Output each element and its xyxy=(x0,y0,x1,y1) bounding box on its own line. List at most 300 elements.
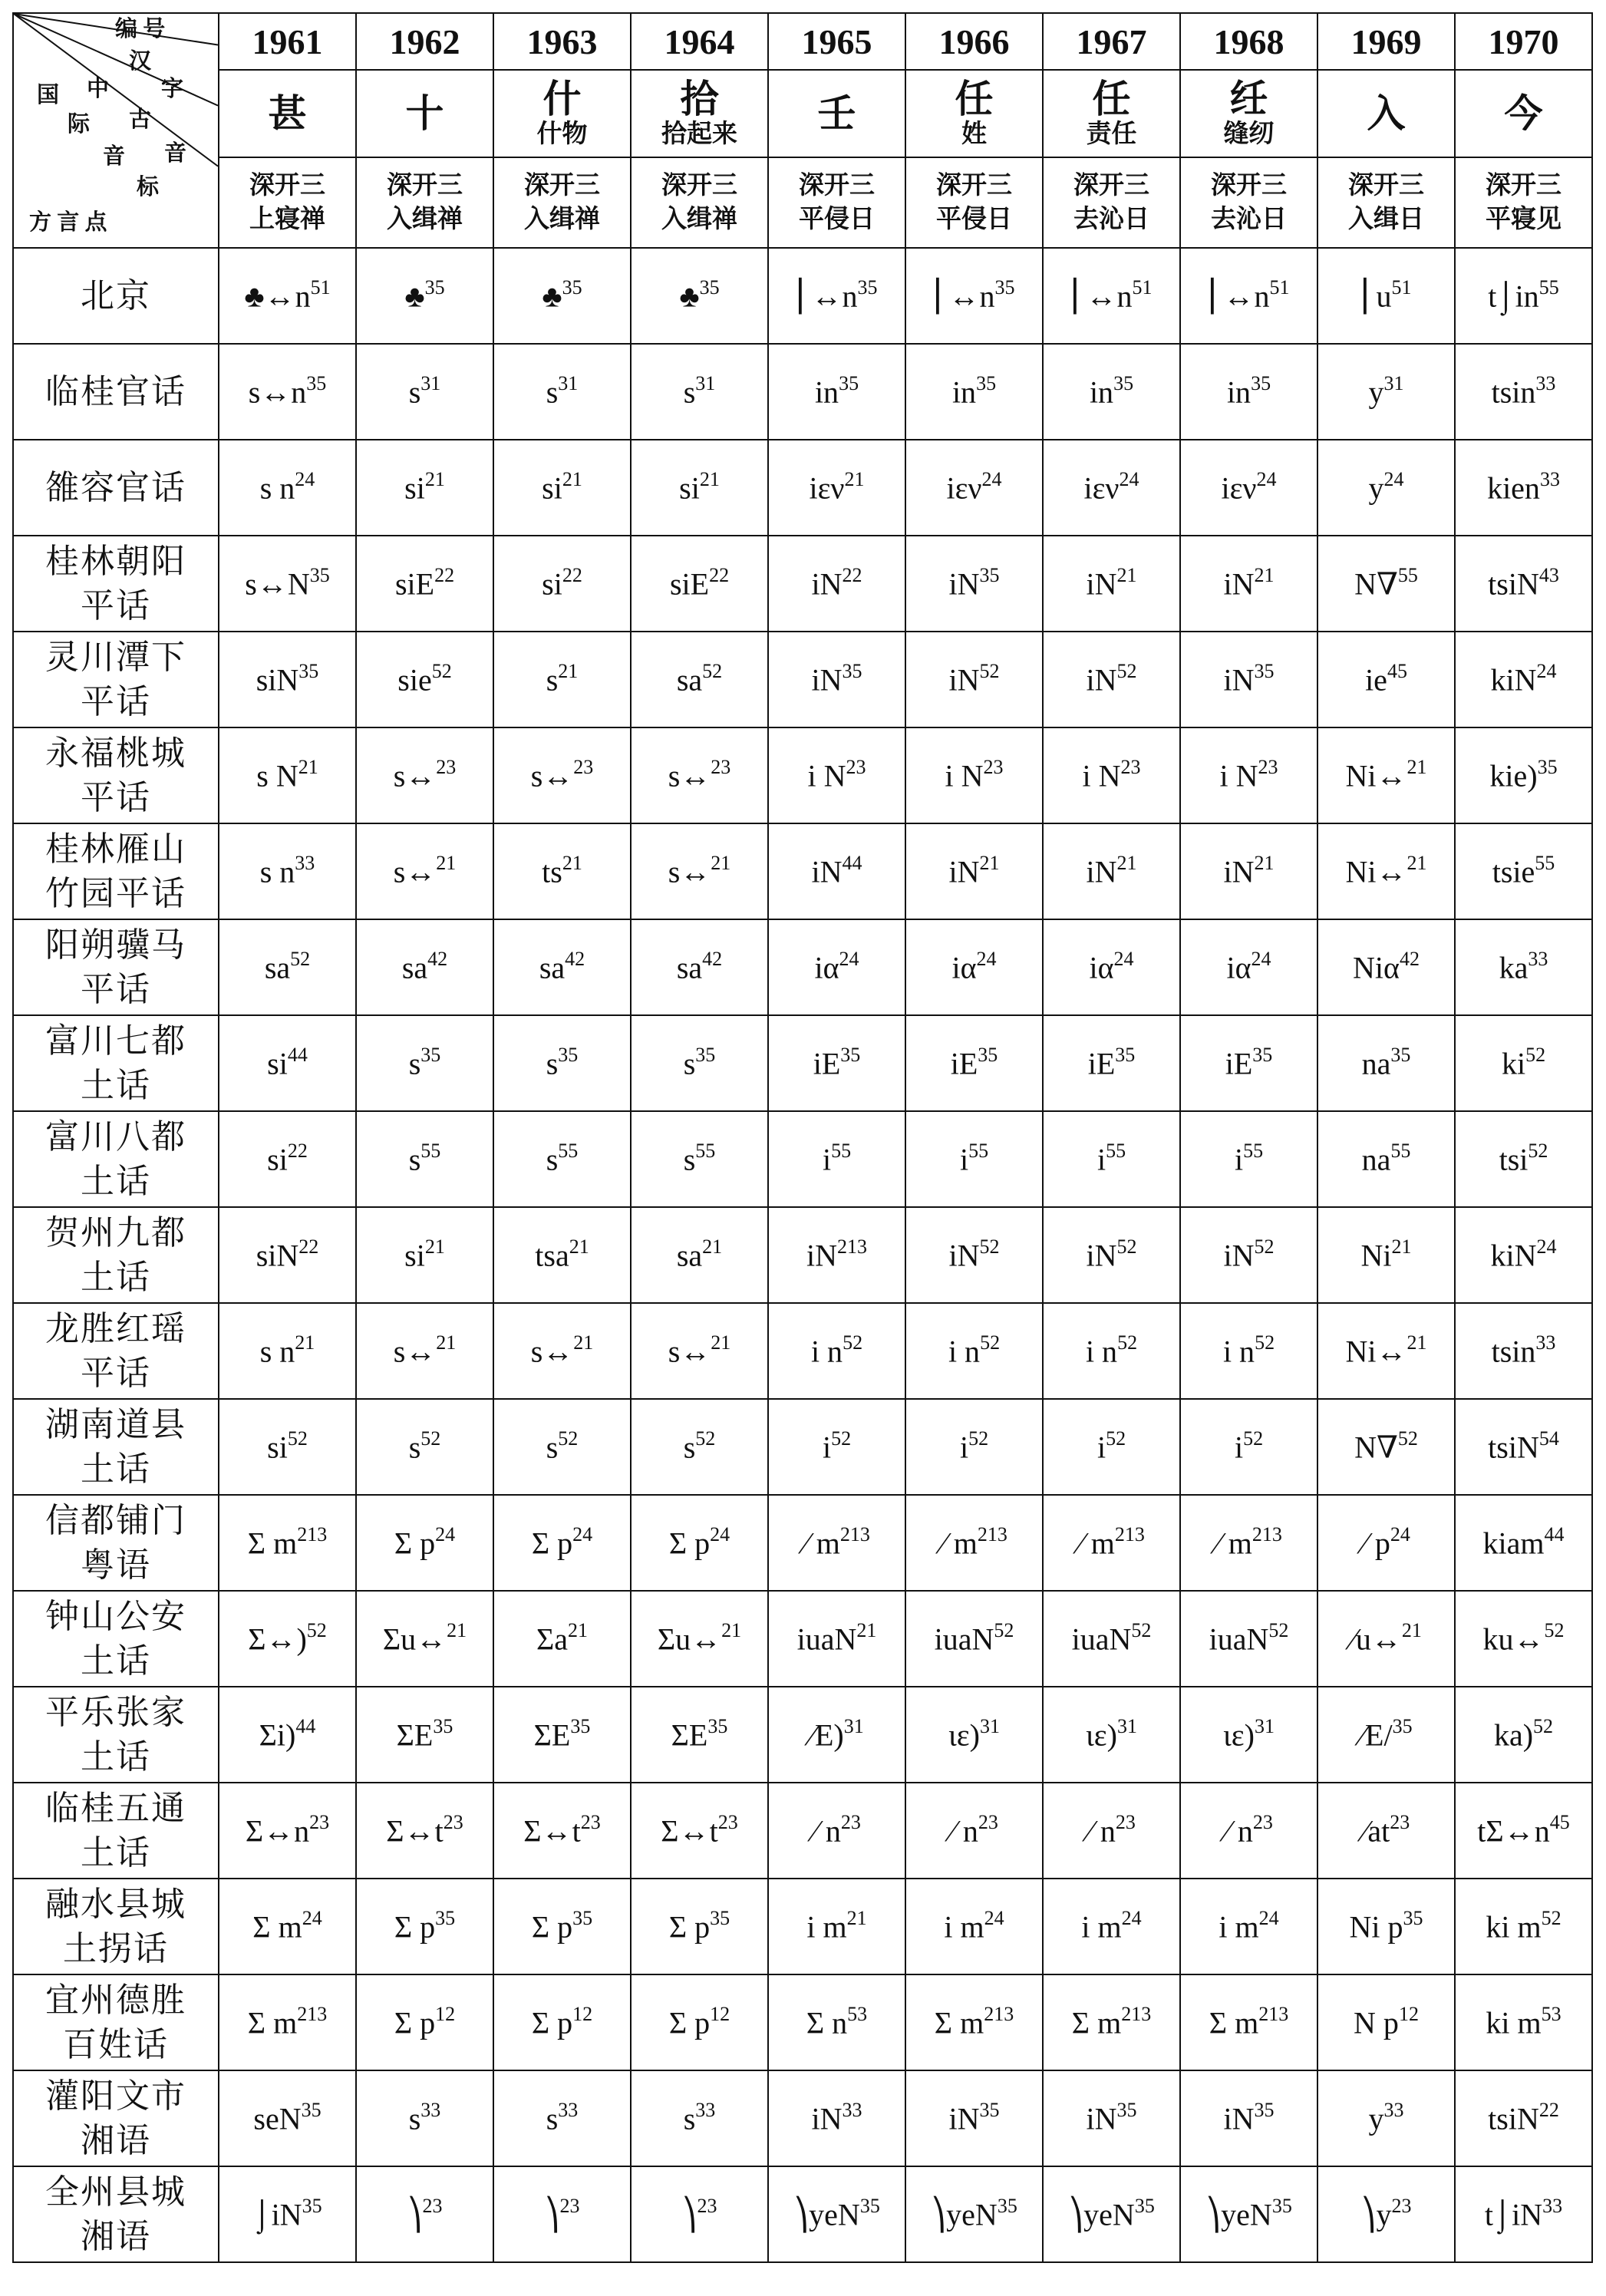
tone-value: 23 xyxy=(697,2194,717,2217)
ipa-syllable: s↔ xyxy=(668,1334,711,1369)
tone-value: 35 xyxy=(420,1043,441,1066)
pronunciation-cell xyxy=(219,632,356,727)
pronunciation-cell xyxy=(219,1399,356,1495)
tone-value: 23 xyxy=(580,1810,601,1833)
ipa-syllable: Σ p xyxy=(668,1909,711,1945)
tone-value: 24 xyxy=(1536,1235,1557,1258)
dialect-place-type: 平话 xyxy=(81,778,151,816)
ipa-syllable: ie xyxy=(1365,662,1387,698)
ipa-syllable: s xyxy=(408,1430,421,1465)
ipa-syllable: t⌡in xyxy=(1488,279,1539,314)
pronunciation-cell xyxy=(768,823,905,919)
tone-value: 24 xyxy=(984,1906,1004,1929)
pronunciation-cell xyxy=(1043,632,1180,727)
middle-chinese-category: 深开三 xyxy=(799,172,875,200)
pronunciation-cell xyxy=(356,1783,493,1879)
character-row xyxy=(13,70,1592,157)
tone-value: 21 xyxy=(573,1331,594,1354)
pronunciation-cell xyxy=(1317,248,1455,344)
tone-value: 35 xyxy=(994,275,1015,299)
ipa-syllable: siN xyxy=(256,662,299,698)
tone-value: 52 xyxy=(831,1427,852,1450)
pronunciation-cell xyxy=(356,919,493,1015)
tone-value: 35 xyxy=(1390,1043,1411,1066)
dialect-place-type: 平话 xyxy=(81,1354,151,1392)
pronunciation-cell xyxy=(768,1974,905,2070)
ipa-syllable: iN xyxy=(948,1238,980,1273)
ipa-syllable: Ni↔ xyxy=(1345,854,1407,889)
corner-label-zi: 字 xyxy=(161,77,184,101)
pronunciation-cell xyxy=(631,248,768,344)
middle-chinese-initial: 入缉禅 xyxy=(661,206,737,233)
pronunciation-cell xyxy=(768,1879,905,1974)
tone-value: 35 xyxy=(298,659,319,682)
tone-value: 23 xyxy=(1390,1810,1410,1833)
pronunciation-cell xyxy=(1180,536,1317,632)
pronunciation-cell xyxy=(905,2070,1043,2166)
pronunciation-cell xyxy=(905,1783,1043,1879)
pronunciation-cell xyxy=(768,2070,905,2166)
pronunciation-cell xyxy=(1043,1687,1180,1783)
tone-value: 35 xyxy=(433,1714,453,1737)
pronunciation-cell xyxy=(768,1207,905,1303)
tone-value: 21 xyxy=(1116,851,1137,874)
tone-value: 45 xyxy=(1387,659,1407,682)
pronunciation-cell xyxy=(905,919,1043,1015)
ipa-syllable: iεν xyxy=(946,470,982,506)
column-middle-chinese xyxy=(905,157,1043,248)
pronunciation-cell xyxy=(356,248,493,344)
column-character-gloss: 什物 xyxy=(536,120,588,148)
pronunciation-cell xyxy=(219,440,356,536)
middle-chinese-initial: 平寝见 xyxy=(1486,206,1561,233)
ipa-syllable: s n xyxy=(259,854,295,889)
ipa-syllable: si xyxy=(404,1238,425,1273)
tone-value: 52 xyxy=(1525,1043,1546,1066)
pronunciation-cell xyxy=(631,536,768,632)
pronunciation-cell xyxy=(219,823,356,919)
ipa-syllable: ⎜↔n xyxy=(1070,279,1133,314)
pronunciation-cell xyxy=(356,2166,493,2262)
pronunciation-cell xyxy=(768,1015,905,1111)
dialect-place-cell xyxy=(13,919,219,1015)
tone-value: 35 xyxy=(435,1906,456,1929)
pronunciation-cell xyxy=(1455,1207,1592,1303)
pronunciation-cell xyxy=(1317,1783,1455,1879)
pronunciation-cell xyxy=(493,1591,631,1687)
pronunciation-cell xyxy=(768,440,905,536)
column-character-cell xyxy=(356,70,493,157)
middle-chinese-initial: 入缉日 xyxy=(1348,206,1424,233)
middle-chinese-initial: 平侵日 xyxy=(799,206,875,233)
ipa-syllable: s xyxy=(546,1046,559,1081)
dialect-place-name: 融水县城 xyxy=(45,1885,186,1923)
ipa-syllable: sie xyxy=(397,662,432,698)
tone-value: 35 xyxy=(695,1043,716,1066)
ipa-syllable: ⁄ n xyxy=(813,1813,841,1849)
ipa-syllable: in xyxy=(951,374,977,410)
tone-value: 52 xyxy=(290,947,311,970)
pronunciation-cell xyxy=(1043,1207,1180,1303)
pronunciation-cell xyxy=(1180,1974,1317,2070)
tone-value: 43 xyxy=(1538,563,1559,586)
tone-value: 35 xyxy=(301,2098,322,2121)
column-character-cell xyxy=(1317,70,1455,157)
pronunciation-cell xyxy=(219,1207,356,1303)
pronunciation-cell xyxy=(219,1783,356,1879)
ipa-syllable: tsin xyxy=(1491,374,1536,410)
ipa-syllable: iN xyxy=(1223,854,1255,889)
ipa-syllable: Niα xyxy=(1353,950,1400,985)
tone-value: 52 xyxy=(1131,1618,1152,1641)
pronunciation-cell xyxy=(1043,919,1180,1015)
tone-value: 44 xyxy=(842,851,862,874)
ipa-syllable: ki m xyxy=(1486,2005,1542,2040)
ipa-syllable: s xyxy=(408,1142,421,1177)
ipa-syllable: s↔ xyxy=(393,854,437,889)
ipa-syllable: t⌡iN xyxy=(1484,2197,1543,2232)
pronunciation-cell xyxy=(493,2070,631,2166)
tone-value: 35 xyxy=(979,563,1000,586)
ipa-syllable: iα xyxy=(814,950,839,985)
ipa-syllable: s↔N xyxy=(245,566,310,602)
tone-value: 35 xyxy=(306,371,327,394)
pronunciation-cell xyxy=(1043,823,1180,919)
pronunciation-cell xyxy=(219,727,356,823)
pronunciation-cell xyxy=(1317,2070,1455,2166)
tone-value: 21 xyxy=(1406,755,1427,778)
pronunciation-cell xyxy=(356,2070,493,2166)
tone-value: 52 xyxy=(1544,1618,1565,1641)
pronunciation-cell xyxy=(1043,1974,1180,2070)
dialect-place-cell xyxy=(13,1879,219,1974)
ipa-syllable: iN xyxy=(811,854,843,889)
ipa-syllable: si xyxy=(267,1142,288,1177)
corner-label-place: 方 言 点 xyxy=(29,210,107,235)
ipa-syllable: ki xyxy=(1501,1046,1526,1081)
ipa-syllable: kiam xyxy=(1482,1526,1545,1561)
column-character-cell xyxy=(219,70,356,157)
table-row xyxy=(13,919,1592,1015)
pronunciation-cell xyxy=(768,632,905,727)
tone-value: 23 xyxy=(436,755,457,778)
pronunciation-cell xyxy=(631,1399,768,1495)
ipa-syllable: ιε) xyxy=(1223,1717,1255,1753)
ipa-syllable: Σ m xyxy=(247,1526,298,1561)
pronunciation-cell xyxy=(905,536,1043,632)
table-row xyxy=(13,2070,1592,2166)
corner-label-yin-mid: 音 xyxy=(103,144,126,169)
ipa-syllable: s xyxy=(546,1142,559,1177)
dialect-place-cell xyxy=(13,1591,219,1687)
ipa-syllable: ts xyxy=(542,854,562,889)
column-character-cell xyxy=(768,70,905,157)
pronunciation-cell xyxy=(1317,1879,1455,1974)
ipa-syllable: ⁄ n xyxy=(1225,1813,1253,1849)
table-row xyxy=(13,344,1592,440)
pronunciation-cell xyxy=(1455,823,1592,919)
ipa-syllable: ⎞yeN xyxy=(1205,2197,1272,2232)
tone-value: 52 xyxy=(1116,1235,1137,1258)
pronunciation-cell xyxy=(1180,1591,1317,1687)
ipa-syllable: iN xyxy=(811,662,843,698)
pronunciation-cell xyxy=(1180,440,1317,536)
middle-chinese-category: 深开三 xyxy=(387,172,463,200)
ipa-syllable: s xyxy=(683,1046,696,1081)
pronunciation-cell xyxy=(768,2166,905,2262)
column-character-gloss: 责任 xyxy=(1086,120,1137,148)
tone-value: 23 xyxy=(559,2194,580,2217)
ipa-syllable: Ni↔ xyxy=(1345,758,1407,793)
tone-value: 31 xyxy=(558,371,579,394)
tone-value: 52 xyxy=(1255,1331,1275,1354)
pronunciation-cell xyxy=(1180,1207,1317,1303)
ipa-syllable: Σ↔t xyxy=(661,1813,718,1849)
ipa-syllable: iN xyxy=(1223,1238,1255,1273)
tone-value: 52 xyxy=(994,1618,1014,1641)
column-middle-chinese xyxy=(219,157,356,248)
pronunciation-cell xyxy=(1455,1303,1592,1399)
pronunciation-cell xyxy=(631,823,768,919)
dialect-place-type: 土话 xyxy=(81,1737,151,1776)
pronunciation-cell xyxy=(905,344,1043,440)
ipa-syllable: s n xyxy=(259,470,295,506)
pronunciation-cell xyxy=(493,1687,631,1783)
tone-value: 213 xyxy=(837,1235,867,1258)
column-number: 1970 xyxy=(1455,13,1592,70)
ipa-syllable: ⁄ p xyxy=(1362,1526,1390,1561)
ipa-syllable: Σ m xyxy=(252,1909,302,1945)
ipa-syllable: ⎞yeN xyxy=(793,2197,860,2232)
tone-value: 24 xyxy=(302,1906,322,1929)
tone-value: 35 xyxy=(840,1043,861,1066)
tone-value: 21 xyxy=(569,1235,589,1258)
table-row xyxy=(13,1015,1592,1111)
pronunciation-cell xyxy=(219,919,356,1015)
tone-value: 44 xyxy=(295,1714,316,1737)
pronunciation-cell xyxy=(1043,1783,1180,1879)
tone-value: 55 xyxy=(831,1139,852,1162)
ipa-syllable: ⎜↔n xyxy=(933,279,995,314)
ipa-syllable: iN xyxy=(1086,1238,1117,1273)
ipa-syllable: sa xyxy=(539,950,566,985)
column-character-cell xyxy=(1455,70,1592,157)
tone-value: 24 xyxy=(435,1522,456,1546)
column-number: 1965 xyxy=(768,13,905,70)
tone-value: 35 xyxy=(1254,659,1275,682)
pronunciation-cell xyxy=(493,1783,631,1879)
tone-value: 35 xyxy=(997,2194,1017,2217)
table-row xyxy=(13,632,1592,727)
dialect-place-type: 湘语 xyxy=(81,2217,151,2255)
pronunciation-cell xyxy=(1317,1591,1455,1687)
ipa-syllable: Σ p xyxy=(531,1526,573,1561)
pronunciation-cell xyxy=(1317,1687,1455,1783)
tone-value: 21 xyxy=(711,851,731,874)
tone-value: 52 xyxy=(1268,1618,1289,1641)
tone-value: 213 xyxy=(1258,2002,1289,2025)
pronunciation-cell xyxy=(219,1974,356,2070)
tone-value: 35 xyxy=(859,2194,880,2217)
tone-value: 55 xyxy=(1538,275,1559,299)
pronunciation-cell xyxy=(219,1303,356,1399)
dialect-place-name: 宜州德胜 xyxy=(45,1981,186,2019)
tone-value: 213 xyxy=(1251,1522,1282,1546)
tone-value: 55 xyxy=(1535,851,1555,874)
tone-value: 52 xyxy=(1106,1427,1126,1450)
ipa-syllable: Ni xyxy=(1360,1238,1392,1273)
pronunciation-cell xyxy=(1317,1495,1455,1591)
tone-value: 35 xyxy=(1392,1714,1413,1737)
ipa-syllable: Σ↔) xyxy=(248,1621,307,1657)
ipa-syllable: ♣↔n xyxy=(244,279,311,314)
ipa-syllable: s↔ xyxy=(668,854,711,889)
ipa-syllable: Σ m xyxy=(934,2005,984,2040)
pronunciation-cell xyxy=(219,1495,356,1591)
tone-value: 35 xyxy=(1115,1043,1136,1066)
pronunciation-cell xyxy=(356,536,493,632)
tone-value: 55 xyxy=(558,1139,579,1162)
column-character-cell xyxy=(493,70,631,157)
tone-value: 24 xyxy=(710,1522,730,1546)
pronunciation-cell xyxy=(1317,823,1455,919)
pronunciation-cell xyxy=(1180,248,1317,344)
column-middle-chinese xyxy=(1043,157,1180,248)
tone-value: 35 xyxy=(424,275,445,299)
tone-value: 23 xyxy=(309,1810,330,1833)
pronunciation-cell xyxy=(905,1015,1043,1111)
ipa-syllable: iE xyxy=(813,1046,841,1081)
ipa-syllable: ki m xyxy=(1486,1909,1542,1945)
ipa-syllable: kie) xyxy=(1489,758,1538,793)
column-character-gloss: 缝纫 xyxy=(1223,120,1275,148)
ipa-syllable: i m xyxy=(1081,1909,1122,1945)
ipa-syllable: Σ m xyxy=(1071,2005,1122,2040)
tone-value: 12 xyxy=(1398,2002,1419,2025)
ipa-syllable: Σ m xyxy=(1209,2005,1259,2040)
ipa-syllable: s↔ xyxy=(668,758,711,793)
ipa-syllable: ⎜↔n xyxy=(1208,279,1270,314)
ipa-syllable: tsiN xyxy=(1488,1430,1539,1465)
pronunciation-cell xyxy=(1043,1111,1180,1207)
corner-label-guo: 国 xyxy=(37,83,60,107)
ipa-syllable: s xyxy=(546,1430,559,1465)
column-character: 纴 xyxy=(1229,78,1268,120)
ipa-syllable: s xyxy=(683,374,696,410)
pronunciation-cell xyxy=(1043,344,1180,440)
tone-value: 23 xyxy=(1115,1810,1136,1833)
pronunciation-cell xyxy=(219,536,356,632)
ipa-syllable: ku↔ xyxy=(1482,1621,1545,1657)
dialect-place-type: 土话 xyxy=(81,1450,151,1488)
pronunciation-cell xyxy=(493,823,631,919)
pronunciation-cell xyxy=(219,344,356,440)
ipa-syllable: ⌡iN xyxy=(252,2197,302,2232)
pronunciation-cell xyxy=(905,2166,1043,2262)
dialect-place-type: 百姓话 xyxy=(63,2025,169,2063)
pronunciation-cell xyxy=(1317,344,1455,440)
ipa-syllable: iuaN xyxy=(1209,1621,1269,1657)
tone-value: 21 xyxy=(856,1618,877,1641)
table-row xyxy=(13,1783,1592,1879)
column-middle-chinese xyxy=(1455,157,1592,248)
ipa-syllable: iN xyxy=(1086,662,1117,698)
ipa-syllable: ♣ xyxy=(542,279,562,314)
pronunciation-cell xyxy=(768,1111,905,1207)
pronunciation-cell xyxy=(1455,344,1592,440)
tone-value: 213 xyxy=(1114,1522,1145,1546)
pronunciation-cell xyxy=(356,1015,493,1111)
tone-value: 33 xyxy=(1383,2098,1404,2121)
tone-value: 21 xyxy=(721,1618,742,1641)
middle-chinese-category: 深开三 xyxy=(936,172,1012,200)
dialect-place-type: 土拐话 xyxy=(63,1929,169,1968)
tone-value: 52 xyxy=(1117,1331,1138,1354)
ipa-syllable: Σ p xyxy=(668,2005,711,2040)
ipa-syllable: s xyxy=(546,374,559,410)
ipa-syllable: ⎜↔n xyxy=(796,279,858,314)
dialect-place-type: 土话 xyxy=(81,1066,151,1104)
ipa-syllable: iN xyxy=(811,566,843,602)
pronunciation-cell xyxy=(219,248,356,344)
tone-value: 55 xyxy=(695,1139,716,1162)
pronunciation-cell xyxy=(493,1303,631,1399)
ipa-syllable: s xyxy=(408,1046,421,1081)
dialect-place-name: 富川八都 xyxy=(45,1117,186,1156)
pronunciation-cell xyxy=(1455,1879,1592,1974)
pronunciation-cell xyxy=(1455,1399,1592,1495)
ipa-syllable: ♣ xyxy=(679,279,700,314)
column-middle-chinese xyxy=(631,157,768,248)
pronunciation-cell xyxy=(493,632,631,727)
tone-value: 24 xyxy=(1121,1906,1142,1929)
pronunciation-cell xyxy=(631,1974,768,2070)
dialect-place-name: 北京 xyxy=(81,276,151,315)
pronunciation-cell xyxy=(1180,1399,1317,1495)
table-row xyxy=(13,1879,1592,1974)
table-row xyxy=(13,1303,1592,1399)
pronunciation-cell xyxy=(1455,1687,1592,1783)
tone-value: 52 xyxy=(979,659,1000,682)
tone-value: 24 xyxy=(1119,467,1139,490)
ipa-syllable: i xyxy=(959,1430,969,1465)
tone-value: 35 xyxy=(1116,2098,1137,2121)
pronunciation-cell xyxy=(219,2166,356,2262)
ipa-syllable: Σ p xyxy=(394,1909,436,1945)
pronunciation-cell xyxy=(768,1591,905,1687)
pronunciation-cell xyxy=(356,1399,493,1495)
column-character-cell xyxy=(1180,70,1317,157)
pronunciation-cell xyxy=(219,1879,356,1974)
dialect-place-name: 全州县城 xyxy=(45,2172,186,2211)
tone-value: 31 xyxy=(1383,371,1404,394)
pronunciation-cell xyxy=(493,1111,631,1207)
tone-value: 52 xyxy=(1243,1427,1264,1450)
pronunciation-cell xyxy=(631,2070,768,2166)
tone-value: 52 xyxy=(1541,1906,1561,1929)
pronunciation-cell xyxy=(1043,2070,1180,2166)
ipa-syllable: s xyxy=(683,1430,696,1465)
corner-label-gu: 古 xyxy=(129,107,152,132)
ipa-syllable: s n xyxy=(259,1334,295,1369)
tone-value: 23 xyxy=(422,2194,443,2217)
tone-value: 35 xyxy=(979,2098,1000,2121)
ipa-syllable: iN xyxy=(948,2101,980,2136)
pronunciation-cell xyxy=(1317,1974,1455,2070)
ipa-syllable: si xyxy=(267,1430,288,1465)
ipa-syllable: si xyxy=(542,470,562,506)
tone-value: 23 xyxy=(573,755,594,778)
